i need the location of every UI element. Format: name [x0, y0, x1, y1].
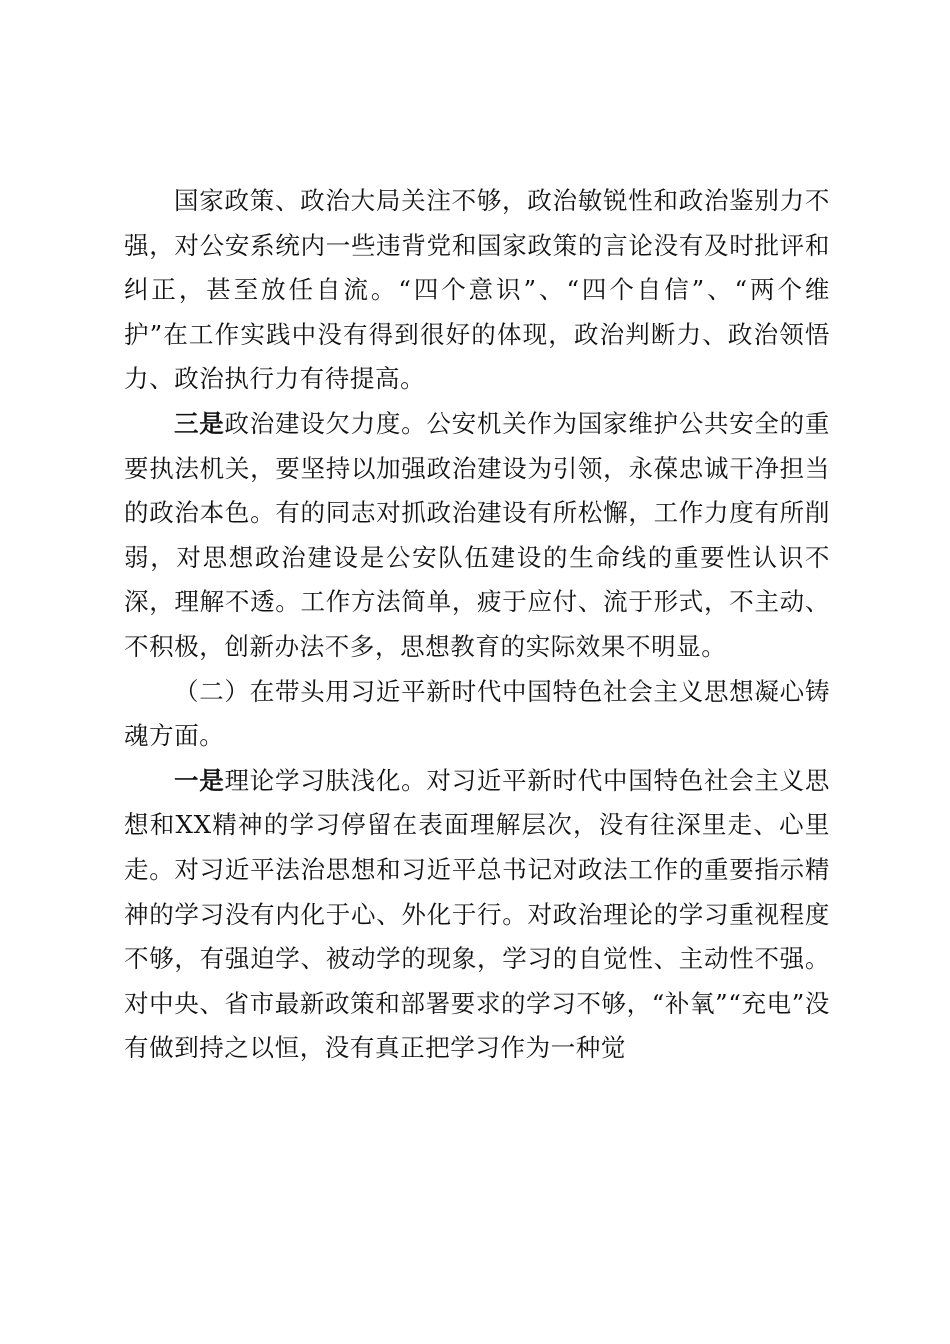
continuation-paragraph — [124, 179, 830, 402]
point-one-paragraph — [124, 759, 830, 1071]
point-three-paragraph — [124, 402, 830, 670]
point-three-text: 政治建设欠力度。公安机关作为国家维护公共安全的重要执法机关，要坚持以加强政治建设为引领，永葆忠诚干净担当的政治本色。有的同志对抓政治建设有所松懈，工作力度有所削弱，对思想政治建设是公安队伍建设的生命线的重要性认识不深，理解不透。工作方法简单，疲于应付、流于形式，不主动、不积极，创新办法不多，思想教育的实际效果不明显。 — [124, 408, 831, 661]
document-body — [124, 179, 830, 1071]
point-one-text: 理论学习肤浅化。对习近平新时代中国特色社会主义思想和XX精神的学习停留在表面理解层次，没有往深里走、心里走。对习近平法治思想和习近平总书记对政法工作的重要指示精神的学习没有内化于心、外化于行。对政治理论的学习重视程度不够，有强迫学、被动学的现象，学习的自觉性、主动性不强。对中央、省市最新政策和部署要求的学习不够，“补氧”“充电”没有做到持之以恒，没有真正把学习作为一种觉 — [124, 765, 831, 1063]
section-heading: （二）在带头用习近平新时代中国特色社会主义思想凝心铸魂方面。 — [124, 676, 830, 751]
point-three-lead: 三是 — [174, 408, 225, 438]
point-one-lead: 一是 — [174, 765, 225, 795]
continuation-text: 国家政策、政治大局关注不够，政治敏锐性和政治鉴别力不强，对公安系统内一些违背党和国家政策的言论没有及时批评和纠正，甚至放任自流。“四个意识”、“四个自信”、“两个维护”在工作实践中没有得到很好的体现，政治判断力、政治领悟力、政治执行力有待提高。 — [124, 186, 830, 394]
